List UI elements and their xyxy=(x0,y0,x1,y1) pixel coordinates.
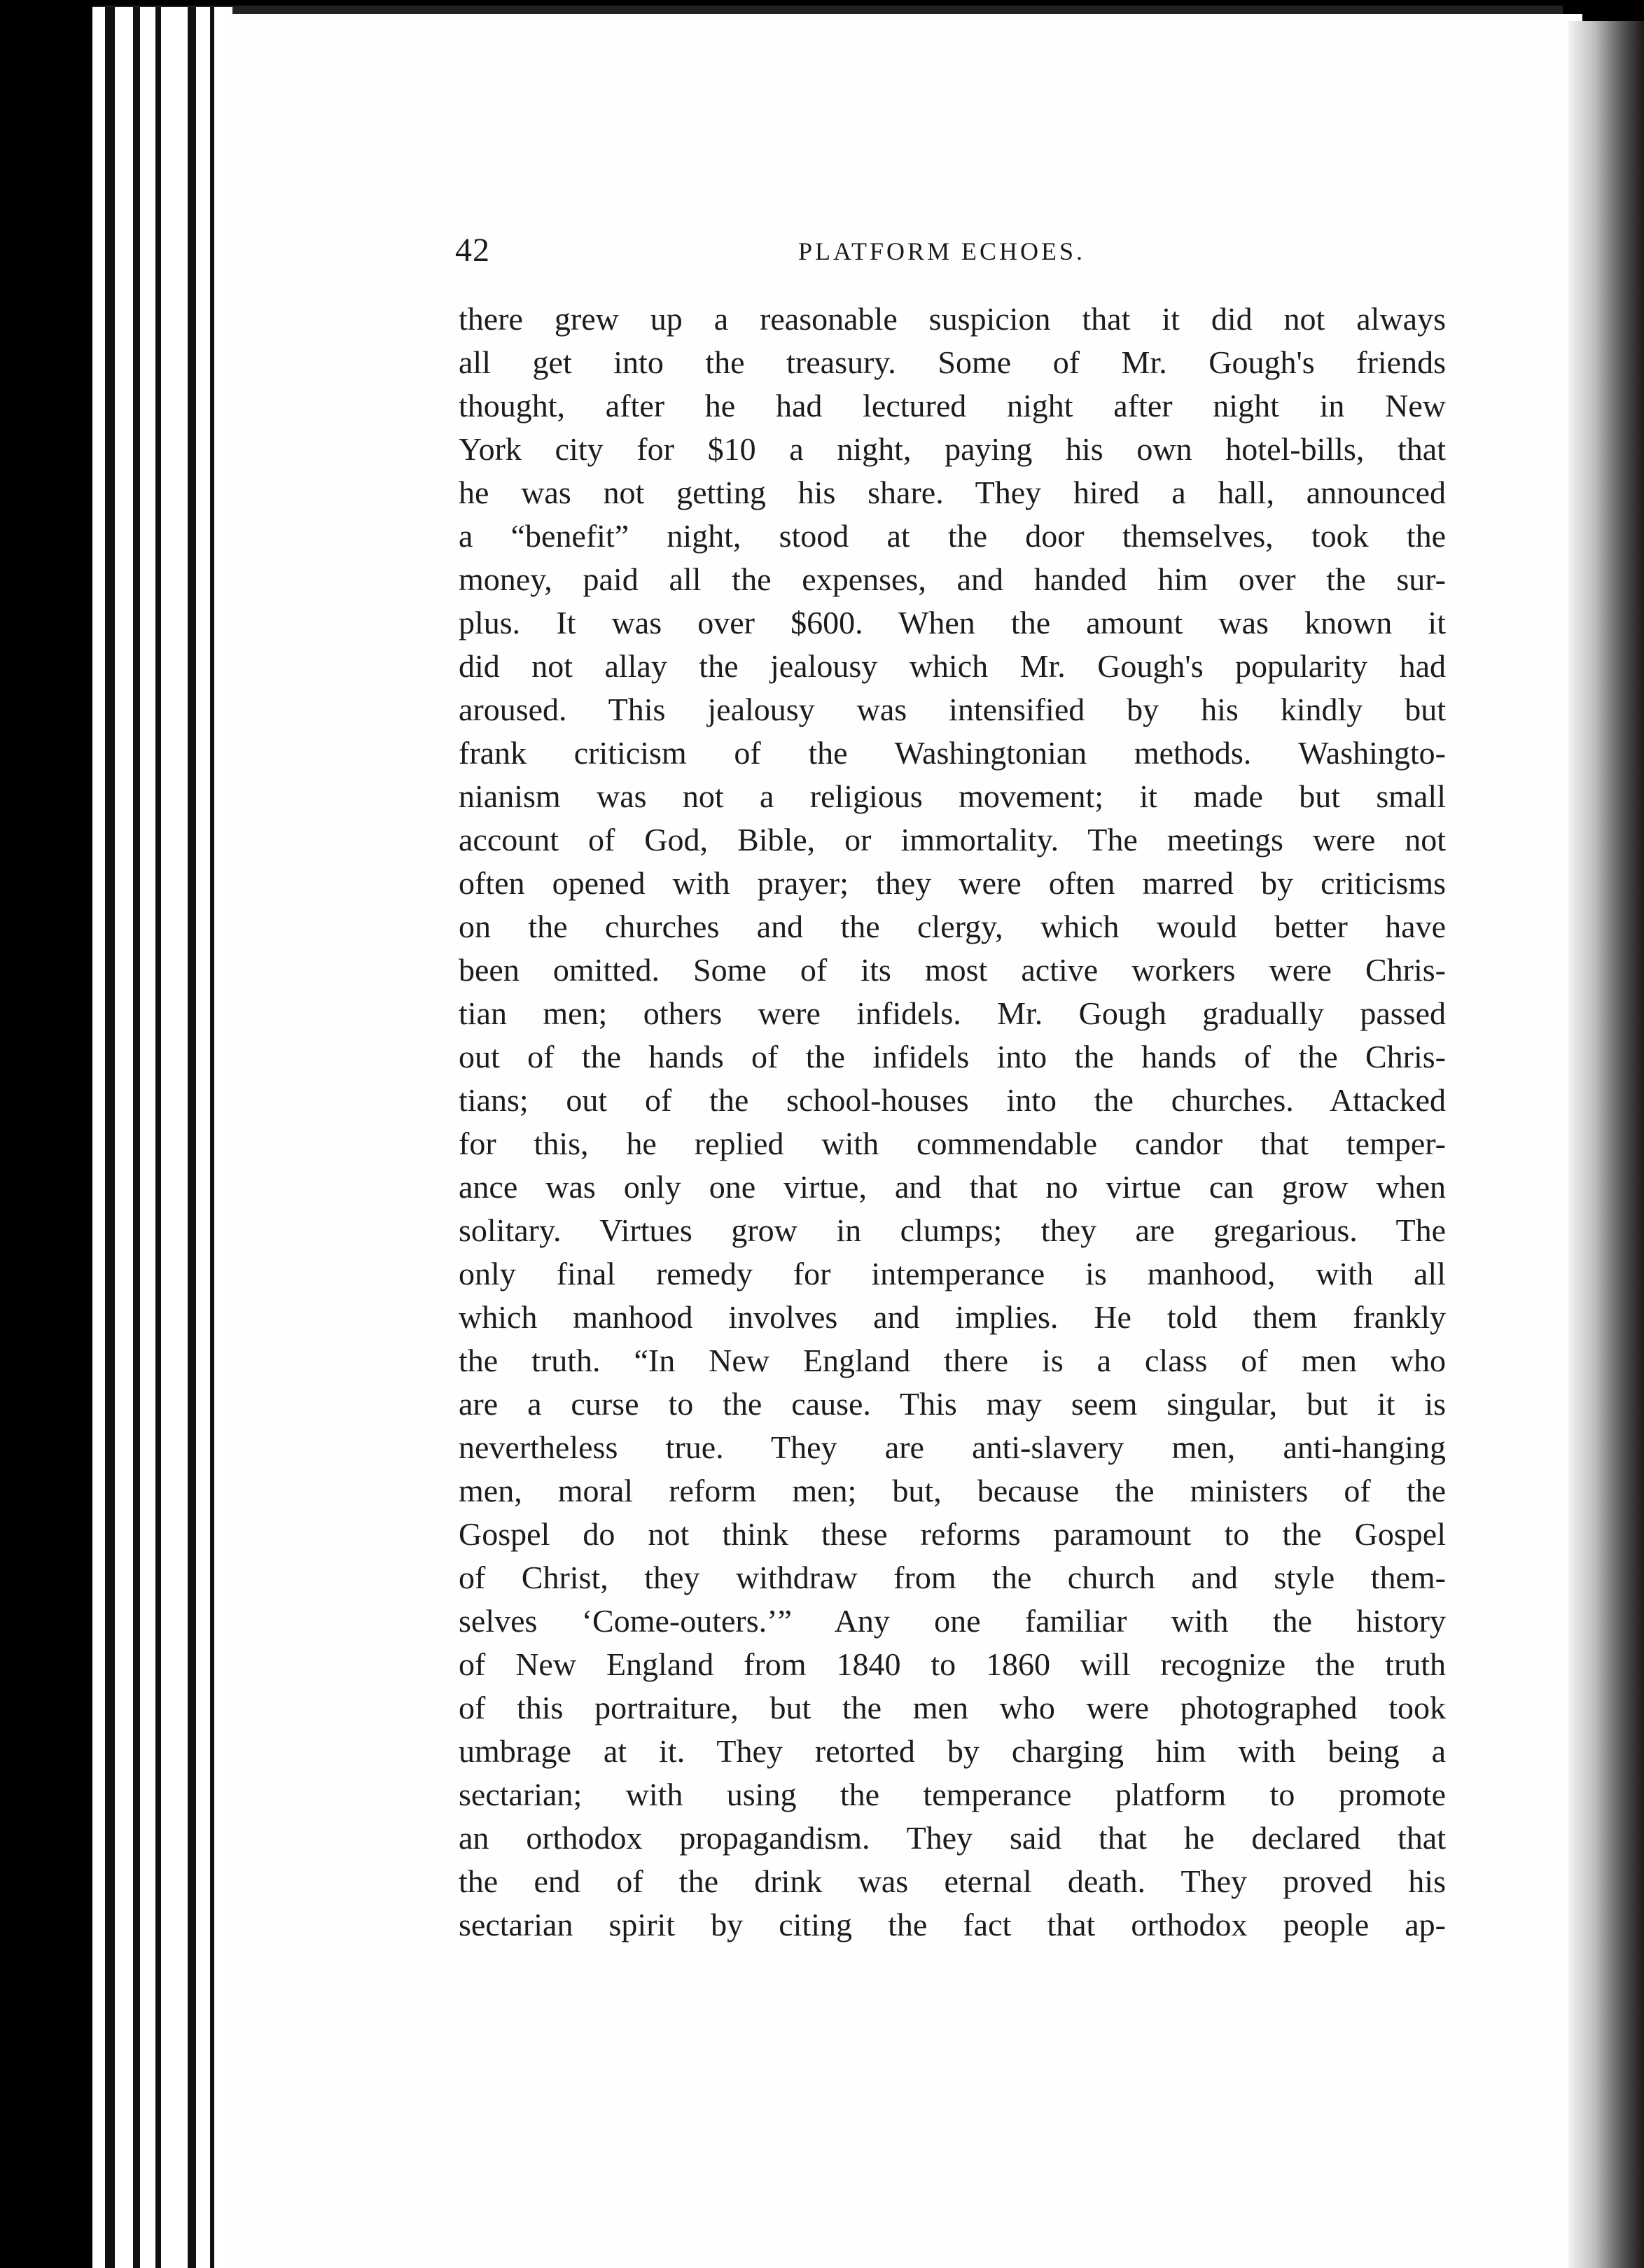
text-line: tians; out of the school-houses into the churches. Attacked xyxy=(459,1082,1446,1118)
text-line: frank criticism of the Washingtonian methods. Washingto- xyxy=(459,735,1446,771)
text-line: he was not getting his share. They hired a hall, announced xyxy=(459,475,1446,510)
text-line: of New England from 1840 to 1860 will recognize the truth xyxy=(459,1646,1446,1682)
page-curl-shadow xyxy=(1568,21,1644,2268)
page-edge-stripe xyxy=(188,7,196,2268)
text-line: solitary. Virtues grow in clumps; they are gregarious. The xyxy=(459,1212,1446,1248)
text-line: of this portraiture, but the men who were photographed took xyxy=(459,1690,1446,1726)
running-header xyxy=(455,231,1442,273)
text-line: a “benefit” night, stood at the door themselves, took the xyxy=(459,518,1446,554)
text-line: men, moral reform men; but, because the ministers of the xyxy=(459,1473,1446,1508)
scan-top-edge xyxy=(92,6,1563,14)
page-edge-stripe xyxy=(133,7,140,2268)
text-line: account of God, Bible, or immortality. The meetings were not xyxy=(459,822,1446,858)
text-line: of Christ, they withdraw from the church and style them- xyxy=(459,1560,1446,1595)
text-line: York city for $10 a night, paying his own hotel-bills, that xyxy=(459,431,1446,467)
text-line: on the churches and the clergy, which would better have xyxy=(459,909,1446,944)
text-line: there grew up a reasonable suspicion that it did not always xyxy=(459,301,1446,337)
body-text xyxy=(459,298,1446,1947)
text-line: the truth. “In New England there is a class of men who xyxy=(459,1343,1446,1378)
page-number: 42 xyxy=(455,232,490,269)
running-title: PLATFORM ECHOES. xyxy=(798,237,1086,265)
text-line: often opened with prayer; they were often marred by criticisms xyxy=(459,865,1446,901)
text-line: umbrage at it. They retorted by charging him with being a xyxy=(459,1733,1446,1769)
text-line: for this, he replied with commendable candor that temper- xyxy=(459,1126,1446,1161)
text-line: selves ‘Come-outers.’” Any one familiar with the history xyxy=(459,1603,1446,1639)
text-line: thought, after he had lectured night after night in New xyxy=(459,388,1446,424)
page-edge-stripe xyxy=(105,7,115,2268)
text-line: aroused. This jealousy was intensified by his kindly but xyxy=(459,692,1446,727)
text-line: been omitted. Some of its most active workers were Chris- xyxy=(459,952,1446,988)
text-line: the end of the drink was eternal death. They proved his xyxy=(459,1863,1446,1899)
text-line: ance was only one virtue, and that no virtue can grow when xyxy=(459,1169,1446,1205)
text-line: are a curse to the cause. This may seem singular, but it is xyxy=(459,1386,1446,1422)
text-line: money, paid all the expenses, and handed him over the sur- xyxy=(459,561,1446,597)
text-line: did not allay the jealousy which Mr. Gough's popularity had xyxy=(459,648,1446,684)
text-line: all get into the treasury. Some of Mr. Gough's friends xyxy=(459,344,1446,380)
text-line: Gospel do not think these reforms paramount to the Gospel xyxy=(459,1516,1446,1552)
text-line: tian men; others were infidels. Mr. Gough gradually passed xyxy=(459,995,1446,1031)
text-line: plus. It was over $600. When the amount was known it xyxy=(459,605,1446,640)
text-line: nianism was not a religious movement; it made but small xyxy=(459,778,1446,814)
text-line: only final remedy for intemperance is manhood, with all xyxy=(459,1256,1446,1292)
text-line: out of the hands of the infidels into the hands of the Chris- xyxy=(459,1039,1446,1074)
page-edge-stripe xyxy=(210,7,214,2268)
text-line: sectarian; with using the temperance platform to promote xyxy=(459,1777,1446,1812)
text-line: an orthodox propagandism. They said that he declared that xyxy=(459,1820,1446,1856)
text-line: which manhood involves and implies. He told them frankly xyxy=(459,1299,1446,1335)
page-edge-stripe xyxy=(155,7,161,2268)
text-line: nevertheless true. They are anti-slavery men, anti-hanging xyxy=(459,1429,1446,1465)
text-line: sectarian spirit by citing the fact that orthodox people ap- xyxy=(459,1907,1446,1942)
